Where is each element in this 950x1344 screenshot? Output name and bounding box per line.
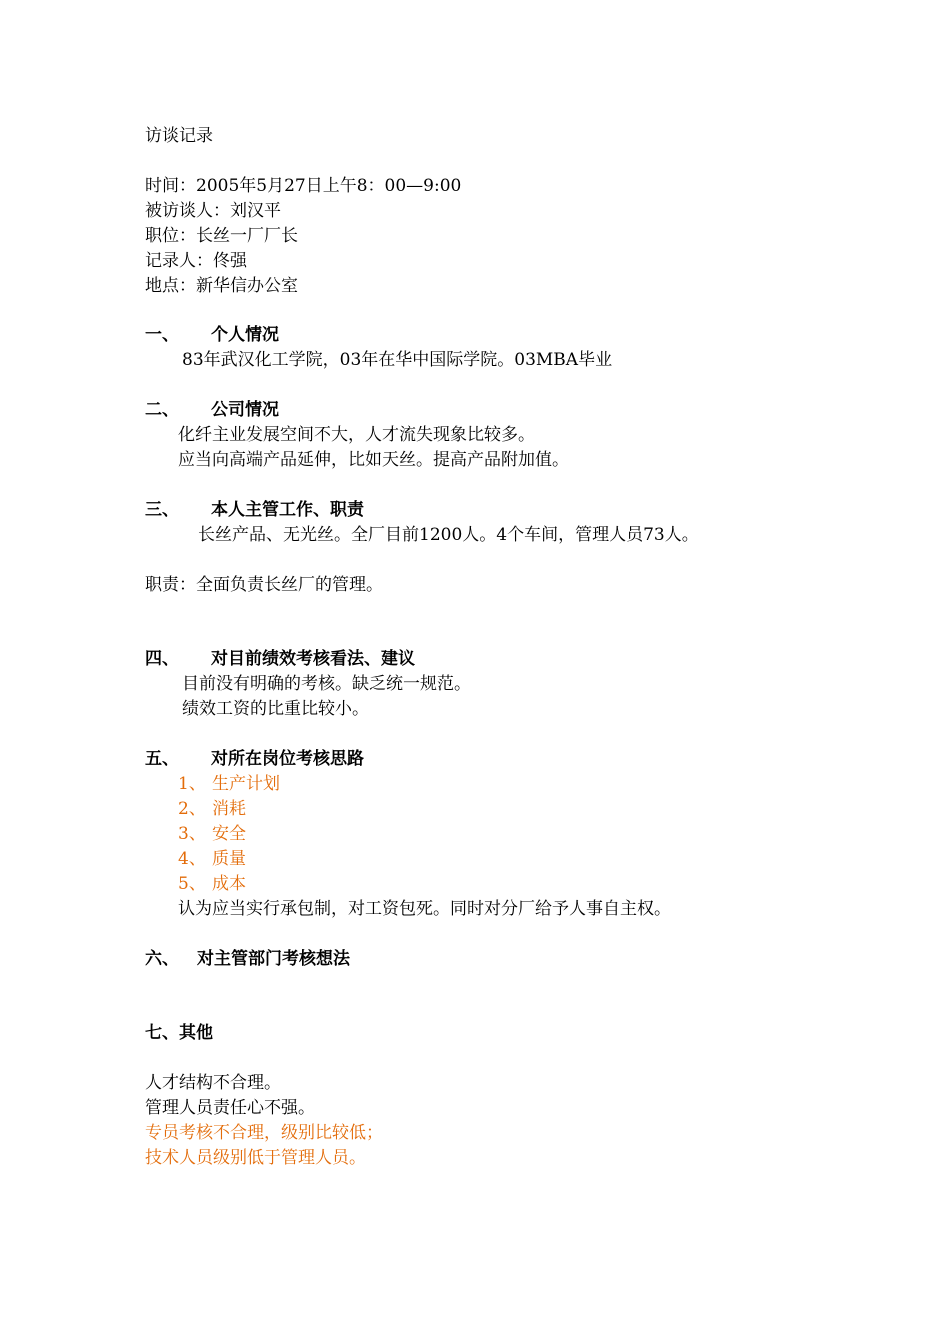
section-3-heading	[145, 498, 364, 523]
section-1-heading	[145, 323, 279, 348]
meta-interviewee: 被访谈人：刘汉平	[145, 201, 281, 221]
list-item	[178, 822, 246, 847]
section-5-title: 对所在岗位考核思路	[211, 749, 364, 769]
section-7-line-1: 人才结构不合理。	[145, 1073, 281, 1093]
list-item-number: 5、	[178, 874, 206, 894]
list-item	[178, 772, 280, 797]
section-2-line-2: 应当向高端产品延伸，比如天丝。提高产品附加值。	[178, 450, 569, 470]
section-2-line-1: 化纤主业发展空间不大，人才流失现象比较多。	[178, 425, 535, 445]
section-3-duty: 职责：全面负责长丝厂的管理。	[145, 575, 383, 595]
list-item	[178, 797, 246, 822]
section-4-number: 四、	[145, 649, 179, 669]
section-3-number: 三、	[145, 500, 179, 520]
section-4-heading	[145, 647, 415, 672]
section-2-number: 二、	[145, 400, 179, 420]
section-2-title: 公司情况	[211, 400, 279, 420]
meta-recorder: 记录人：佟强	[145, 251, 247, 271]
section-6-heading	[145, 947, 350, 972]
list-item	[178, 847, 246, 872]
section-2-heading	[145, 398, 279, 423]
list-item-text: 质量	[212, 849, 246, 869]
list-item-text: 消耗	[212, 799, 246, 819]
list-item-number: 3、	[178, 824, 206, 844]
section-7-line-2: 管理人员责任心不强。	[145, 1098, 315, 1118]
list-item-number: 4、	[178, 849, 206, 869]
section-7-highlight-2: 技术人员级别低于管理人员。	[145, 1148, 366, 1168]
section-6-number: 六、	[145, 949, 179, 969]
section-1-line-1: 83年武汉化工学院，03年在华中国际学院。03MBA毕业	[182, 350, 613, 370]
section-7-highlight-1: 专员考核不合理，级别比较低；	[145, 1123, 383, 1143]
meta-location: 地点：新华信办公室	[145, 276, 298, 296]
section-1-number: 一、	[145, 325, 179, 345]
meta-position: 职位：长丝一厂厂长	[145, 226, 298, 246]
list-item-text: 安全	[212, 824, 246, 844]
section-6-title: 对主管部门考核想法	[197, 949, 350, 969]
list-item	[178, 872, 246, 897]
section-1-title: 个人情况	[211, 325, 279, 345]
section-5-number: 五、	[145, 749, 179, 769]
section-5-heading	[145, 747, 364, 772]
section-4-line-1: 目前没有明确的考核。缺乏统一规范。	[182, 674, 471, 694]
list-item-number: 2、	[178, 799, 206, 819]
meta-time: 时间：2005年5月27日上午8：00—9:00	[145, 176, 462, 196]
section-3-line-1: 长丝产品、无光丝。全厂目前1200人。4个车间，管理人员73人。	[198, 525, 699, 545]
document-title: 访谈记录	[145, 126, 213, 146]
section-4-line-2: 绩效工资的比重比较小。	[182, 699, 369, 719]
list-item-number: 1、	[178, 774, 206, 794]
list-item-text: 成本	[212, 874, 246, 894]
list-item-text: 生产计划	[212, 774, 280, 794]
section-5-line-1: 认为应当实行承包制，对工资包死。同时对分厂给予人事自主权。	[178, 899, 671, 919]
section-4-title: 对目前绩效考核看法、建议	[211, 649, 415, 669]
section-7-heading: 七、其他	[145, 1023, 213, 1043]
section-3-title: 本人主管工作、职责	[211, 500, 364, 520]
